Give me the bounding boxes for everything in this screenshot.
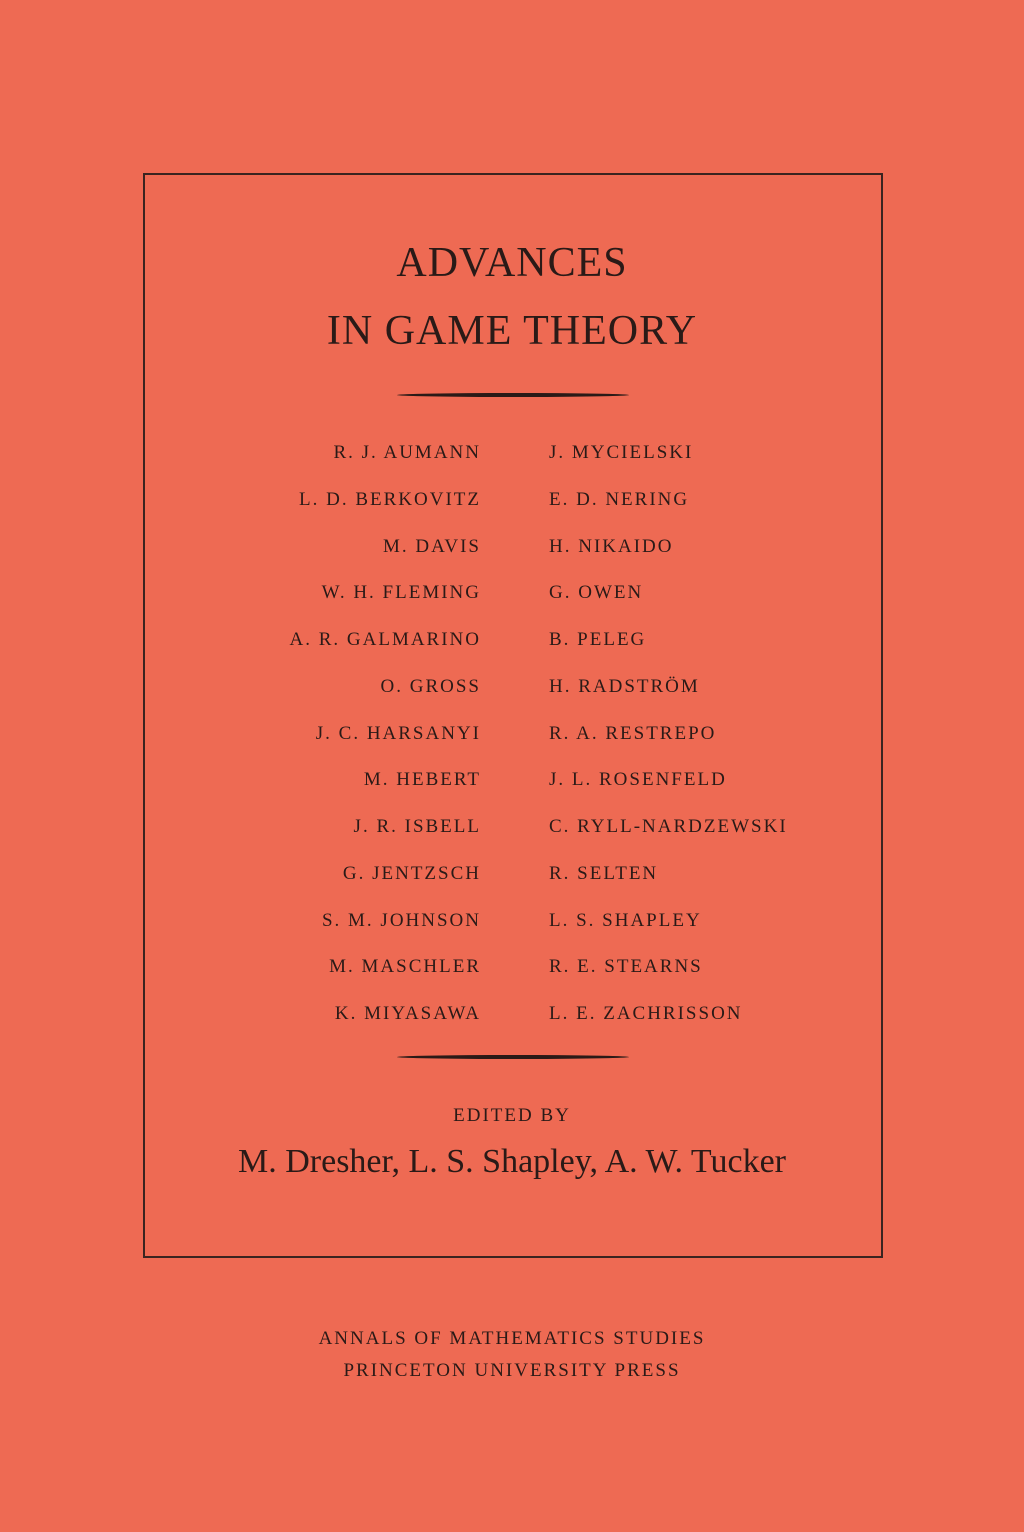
author-name: B. PELEG xyxy=(549,629,647,650)
author-name: G. JENTZSCH xyxy=(342,862,481,884)
author-name: L. D. BERKOVITZ xyxy=(299,488,481,510)
authors-right-column xyxy=(549,434,788,1042)
author-name: C. RYLL-NARDZEWSKI xyxy=(549,816,788,837)
author-name: H. RADSTRÖM xyxy=(549,675,700,697)
divider-bottom xyxy=(397,1055,629,1059)
author-name: S. M. JOHNSON xyxy=(321,909,481,931)
author-name: M. HEBERT xyxy=(363,769,481,791)
series-name: ANNALS OF MATHEMATICS STUDIES xyxy=(318,1328,706,1349)
author-name: L. E. ZACHRISSON xyxy=(549,1003,743,1024)
author-name: M. MASCHLER xyxy=(329,956,481,978)
author-name: J. MYCIELSKI xyxy=(549,442,694,463)
author-name: R. J. AUMANN xyxy=(333,442,481,463)
title-line-2: IN GAME THEORY xyxy=(326,308,698,354)
author-name: E. D. NERING xyxy=(549,488,690,510)
divider-top xyxy=(397,393,629,397)
author-name: K. MIYASAWA xyxy=(334,1003,481,1024)
editors-names: M. Dresher, L. S. Shapley, A. W. Tucker xyxy=(238,1143,786,1180)
author-name: H. NIKAIDO xyxy=(549,535,674,557)
publisher-name: PRINCETON UNIVERSITY PRESS xyxy=(343,1360,681,1381)
author-name: J. L. ROSENFELD xyxy=(549,769,727,791)
author-name: R. E. STEARNS xyxy=(549,956,703,978)
author-name: R. A. RESTREPO xyxy=(549,722,717,744)
author-name: J. C. HARSANYI xyxy=(315,722,481,744)
author-name: G. OWEN xyxy=(549,582,644,604)
authors-left-column xyxy=(290,434,482,1042)
author-name: A. R. GALMARINO xyxy=(289,629,481,650)
author-name: O. GROSS xyxy=(380,675,481,697)
author-name: J. R. ISBELL xyxy=(353,816,481,837)
title-line-1: ADVANCES xyxy=(396,240,628,286)
author-name: W. H. FLEMING xyxy=(321,582,481,604)
edited-by-label: EDITED BY xyxy=(453,1105,571,1126)
author-name: R. SELTEN xyxy=(549,862,659,884)
author-name: M. DAVIS xyxy=(382,535,481,557)
author-name: L. S. SHAPLEY xyxy=(549,909,702,931)
